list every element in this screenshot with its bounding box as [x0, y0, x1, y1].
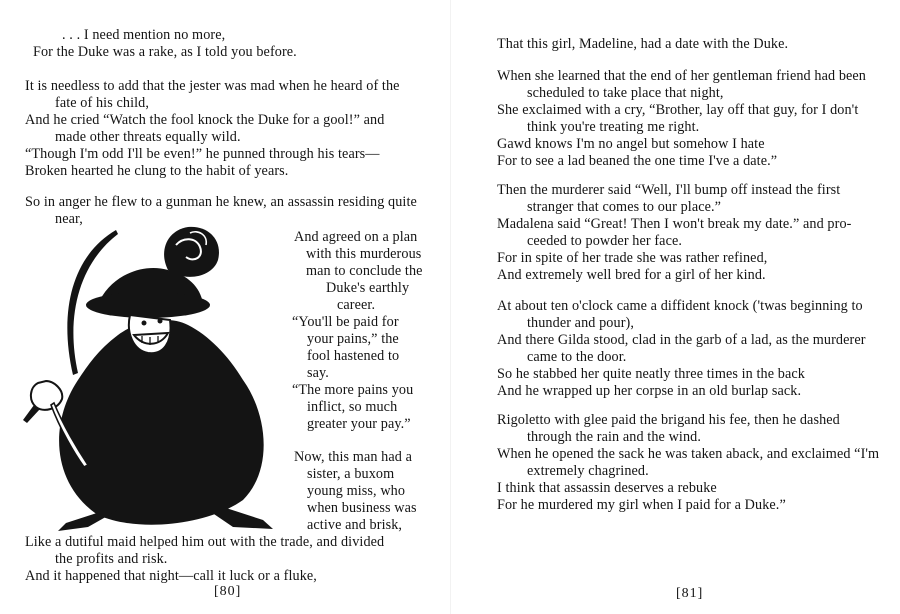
text-line: made other threats equally wild.	[55, 129, 241, 145]
text-line: Now, this man had a	[294, 449, 413, 465]
text-line: sister, a buxom	[307, 466, 395, 482]
text-line: think you're treating me right.	[527, 119, 700, 135]
text-line: say.	[307, 365, 329, 381]
text-line: Like a dutiful maid helped him out with the trade, and divided	[25, 534, 385, 550]
text-line: . . . I need mention no more,	[62, 27, 226, 43]
text-line: Broken hearted he clung to the habit of years.	[25, 163, 289, 179]
text-line: So he stabbed her quite neatly three times in the back	[497, 366, 805, 382]
text-line: stranger that comes to our place.”	[527, 199, 722, 215]
text-line: It is needless to add that the jester was mad when he heard of the	[25, 78, 400, 94]
text-line: When he opened the sack he was taken aback, and exclaimed “I'm	[497, 446, 880, 462]
text-line: the profits and risk.	[55, 551, 168, 567]
text-line: When she learned that the end of her gentleman friend had been	[497, 68, 867, 84]
text-line: “The more pains you	[292, 382, 414, 398]
text-line: And he cried “Watch the fool knock the Duke for a gool!” and	[25, 112, 385, 128]
text-line: And agreed on a plan	[294, 229, 418, 245]
text-line: “Though I'm odd I'll be even!” he punned through his tears—	[25, 146, 380, 162]
text-line: Then the murderer said “Well, I'll bump off instead the first	[497, 182, 841, 198]
text-line: Gawd knows I'm no angel but somehow I hate	[497, 136, 765, 152]
page-number: [81]	[676, 586, 704, 601]
text-line: “You'll be paid for	[292, 314, 399, 330]
text-line: Madalena said “Great! Then I won't break my date.” and pro-	[497, 216, 852, 232]
text-line: scheduled to take place that night,	[527, 85, 724, 101]
text-line: your pains,” the	[307, 331, 399, 347]
text-line: man to conclude the	[306, 263, 423, 279]
text-line: Duke's earthly	[326, 280, 410, 296]
text-line: when business was	[307, 500, 417, 516]
text-line: So in anger he flew to a gunman he knew, an assassin residing quite	[25, 194, 417, 210]
text-line: with this murderous	[306, 246, 422, 262]
text-line: through the rain and the wind.	[527, 429, 701, 445]
text-line: For he murdered my girl when I paid for a Duke.”	[497, 497, 786, 513]
text-line: And extremely well bred for a girl of her kind.	[497, 267, 766, 283]
text-line: career.	[337, 297, 376, 313]
text-line: ceeded to powder her face.	[527, 233, 683, 249]
right-page	[452, 0, 900, 614]
text-line: I think that assassin deserves a rebuke	[497, 480, 717, 496]
text-line: thunder and pour),	[527, 315, 634, 331]
text-line: near,	[55, 211, 83, 227]
text-line: At about ten o'clock came a diffident knock ('twas beginning to	[497, 298, 863, 314]
text-line: young miss, who	[307, 483, 406, 499]
text-line: And it happened that night—call it luck or a fluke,	[25, 568, 317, 584]
text-line: And he wrapped up her corpse in an old burlap sack.	[497, 383, 802, 399]
text-line: fate of his child,	[55, 95, 149, 111]
assassin-illustration	[18, 215, 293, 535]
text-line: active and brisk,	[307, 517, 403, 533]
text-line: extremely chagrined.	[527, 463, 649, 479]
text-line: For to see a lad beaned the one time I've a date.”	[497, 153, 778, 169]
text-line: That this girl, Madeline, had a date with the Duke.	[497, 36, 789, 52]
page-number: [80]	[214, 584, 242, 599]
text-line: Rigoletto with glee paid the brigand his fee, then he dashed	[497, 412, 840, 428]
text-line: greater your pay.”	[307, 416, 411, 432]
text-line: fool hastened to	[307, 348, 400, 364]
text-line: came to the door.	[527, 349, 627, 365]
text-line: inflict, so much	[307, 399, 398, 415]
text-line: She exclaimed with a cry, “Brother, lay off that guy, for I don't	[497, 102, 859, 118]
text-line: For in spite of her trade she was rather refined,	[497, 250, 768, 266]
text-line: For the Duke was a rake, as I told you before.	[33, 44, 297, 60]
text-line: And there Gilda stood, clad in the garb of a lad, as the murderer	[497, 332, 866, 348]
